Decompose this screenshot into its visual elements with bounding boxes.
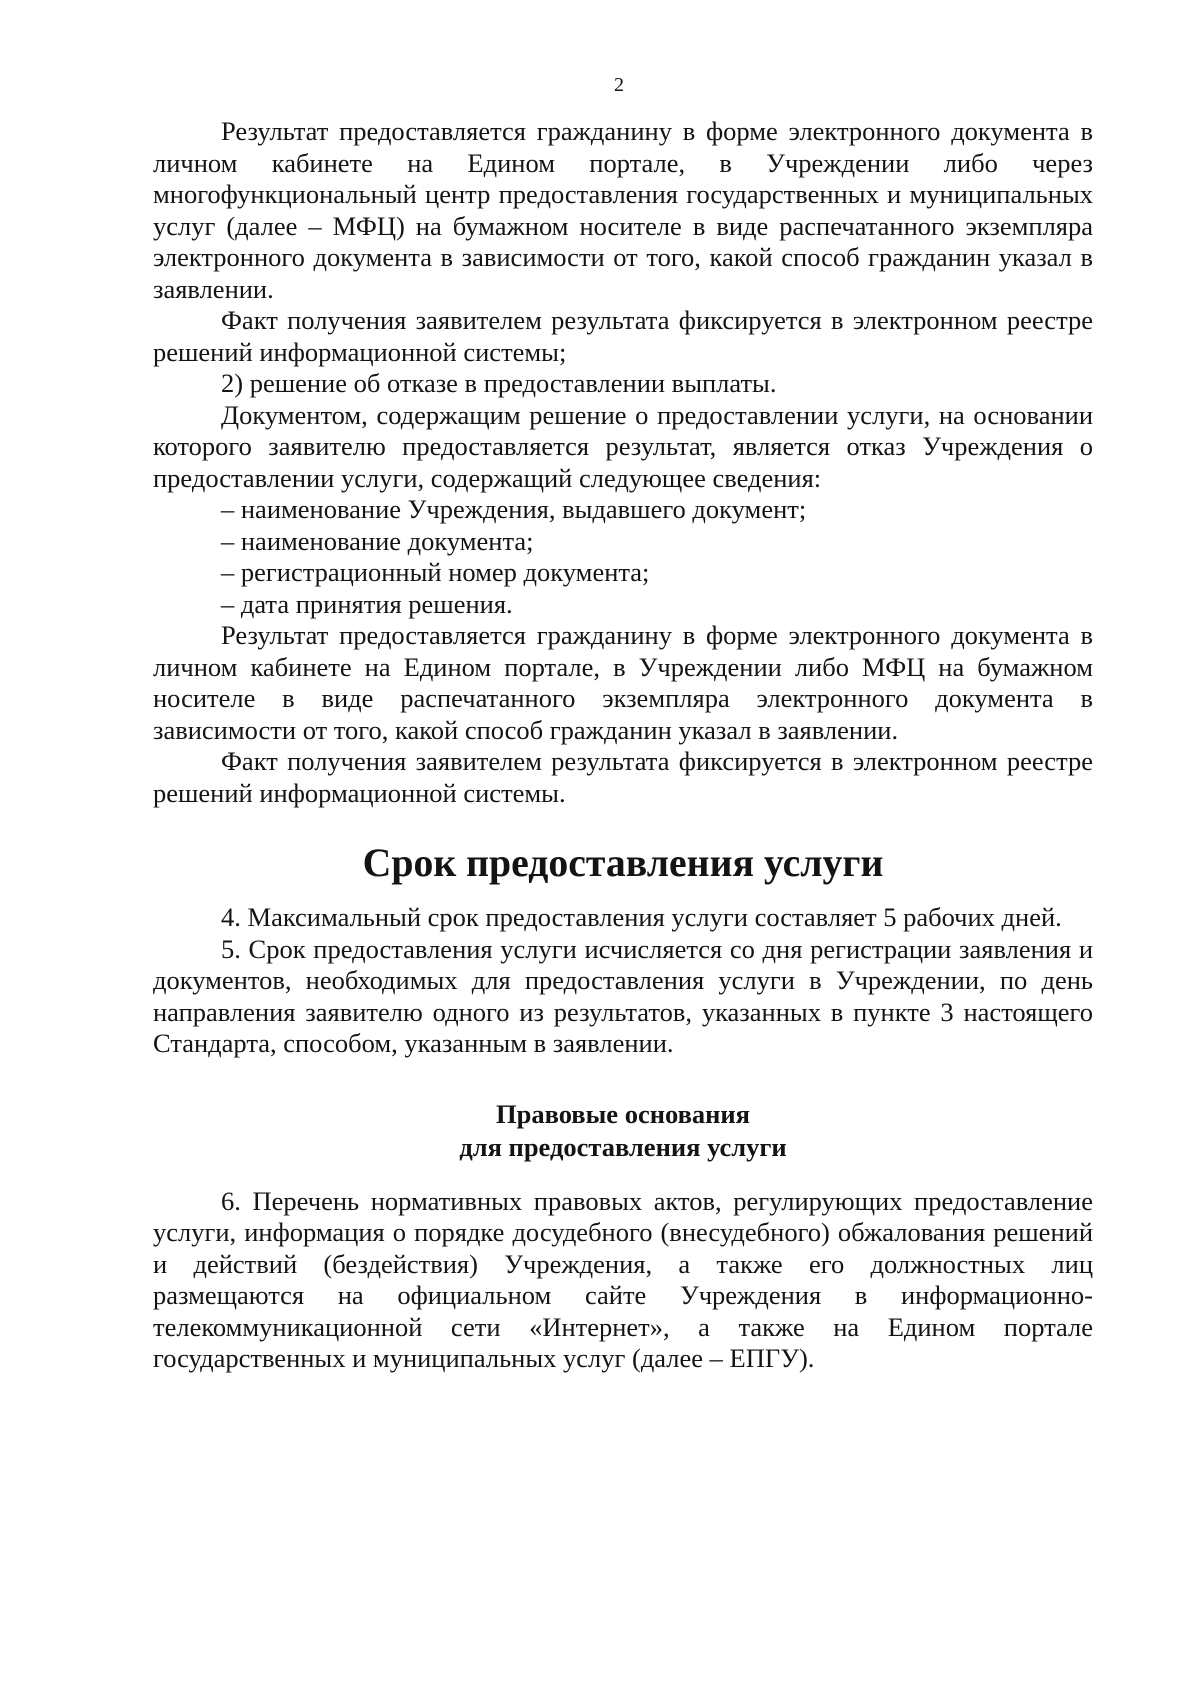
paragraph-fact-registry: Факт получения заявителем результата фиксируется в электронном реестре решений информационной системы; [153, 305, 1093, 367]
list-item-decision-date: – дата принятия решения. [221, 588, 513, 619]
list-item-institution-name: – наименование Учреждения, выдавшего документ; [221, 494, 807, 524]
list-item-document-name: – наименование документа; [221, 525, 534, 556]
heading-service-term: Срок предоставления услуги [362, 841, 884, 885]
paragraph-refusal-document: Документом, содержащим решение о предоставлении услуги, на основании которого заявителю предоставляется результат, является отказ Учреждения о предоставлении услуги, содержащий следующее сведения: [153, 399, 1093, 493]
paragraph-term-calculation: 5. Срок предоставления услуги исчисляется со дня регистрации заявления и документов, необходимых для предоставления услуги в Учреждении, по день направления заявителю одного из результатов, указанных в пункте 3 настоящего Стандарта, способом, указанным в заявлении. [153, 933, 1093, 1058]
paragraph-result-mfc-2: Результат предоставляется гражданину в форме электронного документа в личном кабинете на Едином портале, в Учреждении либо МФЦ на бумажном носителе в виде распечатанного экземпляра электронного документа в зависимости от того, какой способ гражданин указал в заявлении. [153, 620, 1093, 745]
paragraph-refusal-decision: 2) решение об отказе в предоставлении выплаты. [221, 368, 777, 398]
document-body [153, 116, 1093, 1375]
heading-legal-basis [153, 1098, 1093, 1164]
list-item-registration-number: – регистрационный номер документа; [221, 557, 650, 587]
paragraph-max-term: 4. Максимальный срок предоставления услуги составляет 5 рабочих дней. [221, 902, 1062, 932]
paragraph-result-mfc: Результат предоставляется гражданину в форме электронного документа в личном кабинете на Едином портале, в Учреждении либо через многофункциональный центр предоставления государственных и муниципальных услуг (далее – МФЦ) на бумажном носителе в виде распечатанного экземпляра электронного документа в зависимости от того, какой способ гражданин указал в заявлении. [153, 116, 1093, 304]
heading-legal-basis-line2: для предоставления услуги [459, 1131, 787, 1162]
page-number: 2 [614, 74, 624, 96]
paragraph-legal-acts: 6. Перечень нормативных правовых актов, регулирующих предоставление услуги, информация о порядке досудебного (внесудебного) обжалования решений и действий (бездействия) Учреждения, а также его должностных лиц размещаются на официальном сайте Учреждения в информационно-телекоммуникационной сети «Интернет», а также на Едином портале государственных и муниципальных услуг (далее – ЕПГУ). [153, 1185, 1093, 1373]
paragraph-fact-registry-2: Факт получения заявителем результата фиксируется в электронном реестре решений информационной системы. [153, 746, 1093, 808]
heading-legal-basis-line1: Правовые основания [495, 1098, 750, 1129]
